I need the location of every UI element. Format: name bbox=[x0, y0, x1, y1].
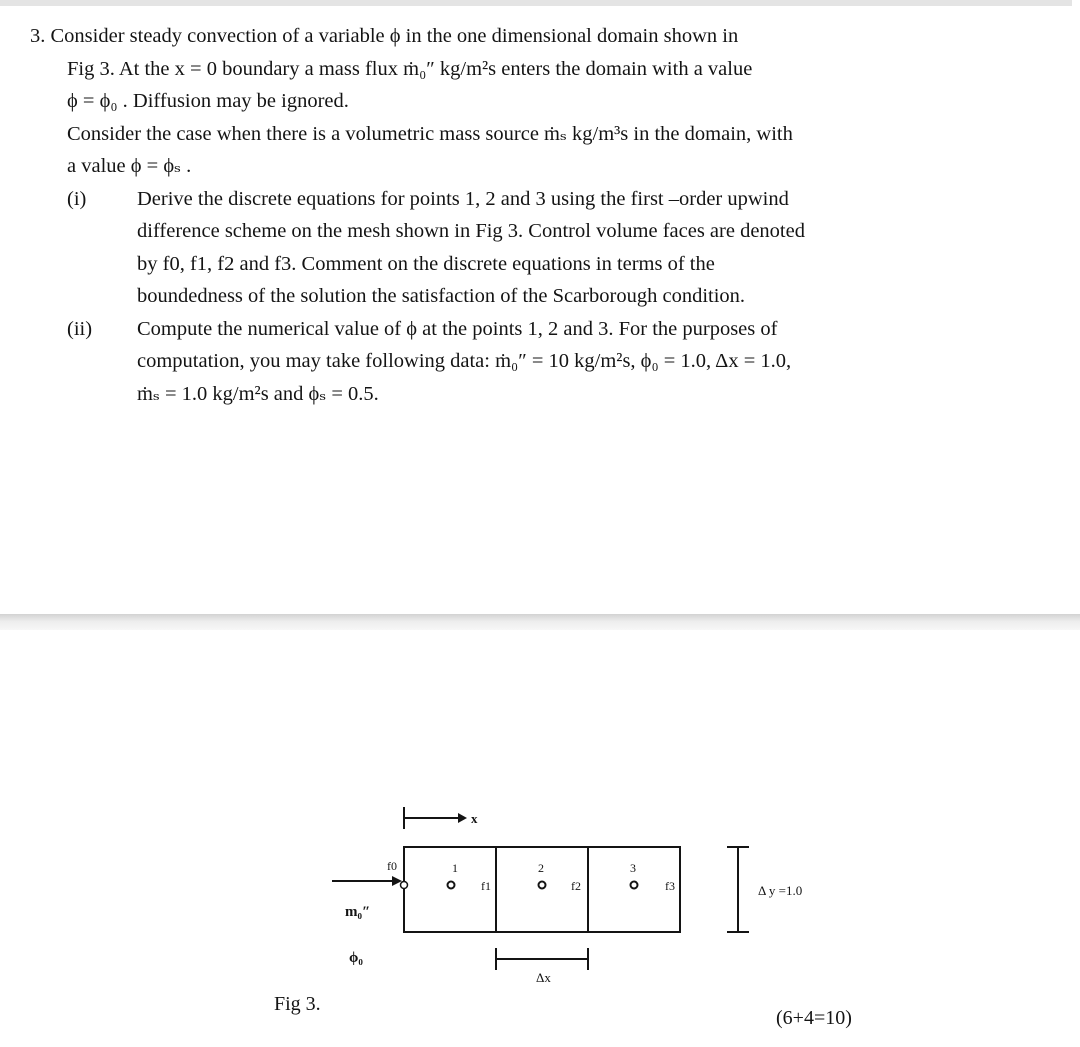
node-label-2: 2 bbox=[538, 861, 544, 875]
part-ii-body: Compute the numerical value of ϕ at the points 1, 2 and 3. For the purposes of computation, you may take following data: ṁ₀″ = 10 kg/m²s, ϕ₀ = 1.0, Δx = 1.0, ṁₛ = 1.0 kg/m²s and ϕₛ = 0.5. bbox=[137, 317, 792, 405]
node-point-1 bbox=[448, 882, 455, 889]
x-axis-arrow bbox=[404, 807, 467, 829]
dx-label: Δx bbox=[536, 970, 551, 985]
figure-caption: Fig 3. bbox=[274, 993, 321, 1015]
inflow-phi-label: ϕ₀ bbox=[349, 950, 363, 966]
node-label-3: 3 bbox=[630, 861, 636, 875]
marks-allocation: (6+4=10) bbox=[776, 1007, 852, 1029]
face-f0-point bbox=[401, 882, 408, 889]
part-i-body: Derive the discrete equations for points 1, 2 and 3 using the first –order upwind difference scheme on the mesh shown in Fig 3. Control volume faces are denoted by f0, f1, f2 and f3. Comment on the discrete equations in terms of the boundedness of the solution the satisfaction of the Scarborough condition. bbox=[137, 187, 805, 307]
dy-label: Δ y =1.0 bbox=[758, 883, 803, 898]
face-label-f0: f0 bbox=[387, 859, 397, 873]
node-label-1: 1 bbox=[452, 861, 458, 875]
face-label-f2: f2 bbox=[571, 879, 581, 893]
node-point-3 bbox=[631, 882, 638, 889]
x-axis-label: x bbox=[471, 811, 478, 826]
dx-dimension bbox=[496, 948, 588, 970]
part-i-label: (i) bbox=[67, 187, 87, 210]
question-line-5: a value ϕ = ϕₛ . bbox=[67, 155, 192, 177]
node-point-2 bbox=[539, 882, 546, 889]
face-label-f3: f3 bbox=[665, 879, 675, 893]
face-label-f1: f1 bbox=[481, 879, 491, 893]
question-number: 3. bbox=[30, 25, 46, 47]
question-line-2: Fig 3. At the x = 0 boundary a mass flux ṁ₀″ kg/m²s enters the domain with a value bbox=[67, 57, 753, 80]
question-line-3: ϕ = ϕ₀ . Diffusion may be ignored. bbox=[67, 90, 349, 112]
dy-dimension bbox=[727, 847, 749, 932]
inflow-flux-label: m₀″ bbox=[345, 904, 371, 920]
question-line-1: 3. Consider steady convection of a variable ϕ in the one dimensional domain shown in bbox=[30, 25, 739, 47]
part-ii-label: (ii) bbox=[67, 317, 93, 340]
question-line-4: Consider the case when there is a volumetric mass source ṁₛ kg/m³s in the domain, with bbox=[67, 122, 793, 145]
inflow-arrow bbox=[332, 876, 402, 886]
